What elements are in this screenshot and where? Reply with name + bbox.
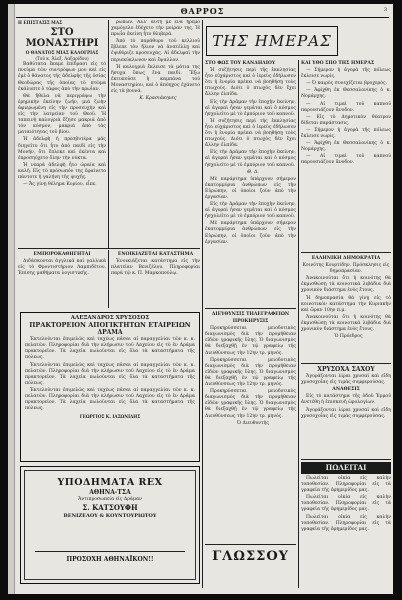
classified-ad-rent bbox=[111, 251, 200, 307]
article-paragraph: Ἡ ἀδελφὴ ἡ πρεσβυτέρα μᾶς διηγεῖτο ὅτι ἦτο ἀπὸ παιδὶ εἰς τὴν Μονήν, ὅτι ἔπλεκε καὶ ἐκέντα καὶ ἐπροσηύχετο ὅλην τὴν νύκτα. bbox=[18, 137, 106, 161]
column-rule bbox=[298, 60, 299, 588]
sale-ad bbox=[301, 462, 391, 586]
article-paragraph: Ἡ καλογριὰ ἔκλεισε τὰ μάτια της ἥσυχα ὅπως ἕνα παιδί. Ἔξω ἐκτυποῦσε ἡ καμπάνα τοῦ Μοναστηρίου, καὶ ὁ ἀπόηχος ἐχάνετο εἰς τὰ βουνά. bbox=[111, 64, 200, 95]
article-paragraph: — Ἄς γίνῃ θέλημα Κυρίου, εἶπε. bbox=[23, 182, 97, 188]
article-paragraph: Βαθύτατα ἔκαμε ἐπίδρασι εἰς τὸ πνεῦμα τῶν συντρόφων μου καὶ εἰς ἐμὲ ὁ θάνατος τῆς ἀδελφῆς τῆς ὁσίας Θεοδώρας τῆς ὁποίας τὸ πτῶμα ἐκάλυπτε ὁ τάφος ἀπὸ τὴν πρωΐαν. bbox=[18, 62, 106, 92]
newspaper-page bbox=[8, 4, 393, 594]
lottery-agency-ad bbox=[20, 312, 200, 462]
article-paragraph: Ἡ νεαρὰ ἀδελφὴ ἦτο ὡραία καὶ καλή. Εἰς τὸ πρόσωπόν της ἐφαίνετο πάντοτε ἡ γαλήνη τῆς ψυχῆς. bbox=[18, 162, 106, 180]
rex-shoes-ad bbox=[20, 466, 200, 584]
masthead bbox=[16, 6, 389, 18]
ad-text: Ἀγοράζονται λίραι χρυσαῖ καὶ εἴδη χρυσοχοΐας εἰς τιμὰς συμφερούσας. bbox=[301, 374, 391, 386]
article-paragraph: Εἰς τὴν Δρᾶμαν τὴν ἐποχὴν ἐκείνην, αἱ ἀγοραὶ ἦσαν γεμᾶται καὶ ὁ κόσμος ἠσχολεῖτο μὲ τὸ ἐμπόριον τοῦ καπνοῦ. bbox=[205, 150, 296, 168]
notice-title: ΕΛΛΗΝΙΚΗ ΔΗΜΟΚΡΑΤΙΑ bbox=[311, 256, 381, 261]
article-column-3 bbox=[205, 60, 296, 305]
ad-text: Πωλεῖται οἰκία εἰς καλὴν τοποθεσίαν. Πληροφορίαι εἰς τὰ γραφεῖα τῆς ἐφημερίδος μας. bbox=[301, 476, 391, 494]
article-paragraph: Μὲ παράρτημα ὑπάρχουν σήμερον ἐκατομμύρια ἀνθρώπων εἰς τὴν Εὐρώπην, οἱ ὁποῖοι ζοῦν ἀπὸ τὴν ἐργασίαν. bbox=[205, 176, 296, 200]
article-subhead: Ο ΘΑΝΑΤΟΣ ΜΙΑΣ ΚΑΛΟΓΡΙΑΣ bbox=[25, 50, 99, 56]
news-item: — Σήμερον ἡ ἀγορὰ τῆς πόλεως ἔκλεισε νωρίς. bbox=[301, 127, 391, 140]
notice-title: ΔΙΕΥΘΥΝΣΙΣ ΤΗΛΕΓΡΑΦΕΙΩΝ bbox=[211, 312, 290, 317]
notice-text: Ἡ δημοπρασία θὰ γίνῃ εἰς τὸ κοινοτικὸν κατάστημα τὴν Κυριακὴν καὶ ὥραν 10ην π.μ. bbox=[301, 295, 391, 313]
section-divider bbox=[205, 308, 296, 309]
ad-text: Ἀγοράζονται λίραι χρυσαῖ καὶ εἴδη χρυσοχοΐας εἰς τιμὰς συμφερούσας. bbox=[301, 407, 391, 419]
section-divider bbox=[205, 544, 296, 545]
article-paragraph: Θὰ ἤθελα νὰ περιγράψω τὴν ἐρημικὴν ἐκείνην ζωήν, μιὰ ζωὴν ἀφιερωμένη εἰς τὴν προσευχὴν καὶ εἰς τὴν λατρείαν τοῦ Θεοῦ. Ἡ ταπεινὴ καλογριὰ ἔζησε μακριὰ ἀπὸ τὸν κόσμον, μακριὰ ἀπὸ τὰς ματαιότητας τοῦ βίου. bbox=[18, 93, 106, 136]
jewelry-ad bbox=[301, 366, 391, 456]
article-paragraph: Μὲ παράρτημα ὑπάρχουν σήμερον ἐκατομμύρια ἀνθρώπων εἰς τὴν Εὐρώπην, οἱ ὁποῖοι ζοῦν ἀπὸ τὴν ἐργασίαν. bbox=[205, 221, 296, 245]
article-column-1 bbox=[18, 20, 106, 246]
notice-text: Προκηρύσσεται μειοδοτικὸς διαγωνισμὸς διὰ τὴν προμήθειαν εἰδῶν γραφικῆς ὕλης. Ὁ διαγωνισμὸς θὰ διεξαχθῇ ἐν τῷ γραφείῳ τῆς Διευθύνσεως τὴν 12ην τρ. μηνός. bbox=[205, 389, 296, 419]
article-paragraph: Ἡ συζήτησις περὶ τῆς ἐκκλησίας ἦτο εὐχάριστος καὶ ὁ ἱερεὺς ἐδήλωσεν ὅτι ἡ ἐνορία πρέπει νὰ βοηθήσῃ τοὺς πτωχούς. Διότι ὁ πτωχὸς δὲν ἔχει ἄλλην ἐλπίδα. bbox=[205, 118, 296, 149]
article-kicker: Η ΕΠΙΣΤΑΣΙΣ ΜΑΣ bbox=[18, 20, 63, 25]
article-signature: Κ. Κρασιάκηνες bbox=[139, 96, 177, 102]
notice-text: Ἀνακοινοῦται ὅτι ἡ κοινότης θὰ ἐκμισθώσῃ τὰ κοινοτικὰ λιβάδια διὰ χρονικὸν διάστημα ἑνὸς ἔτους. bbox=[301, 314, 391, 333]
ad-title: ΕΝΟΙΚΙΑΖΕΤΑΙ ΚΑΤΑΣΤΗΜΑ bbox=[117, 252, 194, 257]
ad-text: Εἰς τὸ κατάστημα τῆς ὁδοῦ Ἑρμοῦ ἀνετέθη ἡ ἐπισκευὴ ὡρολογίων. bbox=[301, 394, 391, 406]
notice-subtitle: Κοινότης Κουρτίδην. Πρόσκλησις εἰς δημοπρασίαν. bbox=[302, 263, 390, 275]
notice-subtitle: ΠΡΟΚΗΡΥΞΙΣ bbox=[232, 319, 269, 325]
page-number: 3 bbox=[383, 7, 387, 13]
masthead-title: ΘΑΡΡΟΣ bbox=[180, 6, 225, 16]
sale-ad-banner bbox=[301, 462, 391, 474]
lottery-text: Ἐκτελοῦνται ἐπιμελῶς καὶ ταχέως πᾶσαι αἱ παραγγελίαι τῶν κ. κ. πελατῶν. Πληροφορίαι διὰ τὴν κλήρωσιν τοῦ Λαχείου εἰς τὸ ἐν Δράμα πρακτορεῖον. Τὰ λαχεῖα πωλοῦνται εἰς ὅλα τὰ καταστήματα τῆς πόλεως. bbox=[25, 337, 195, 361]
news-item: — Ὁ καιρὸς συνεχίζεται βροχερός. bbox=[306, 81, 387, 87]
news-item: — Αἱ τιμαὶ τοῦ καπνοῦ παρουσιάζουν ἄνοδον. bbox=[301, 101, 391, 113]
article-paragraph: Ἀπὸ τὸ παράθυρο τοῦ κελλιοῦ ἔβλεπε τὸν ἥλιον νὰ ἀνατέλλῃ καὶ ἐψιθύριζε προσευχάς. Αἱ ἀδελφαὶ τὴν περιεκύκλωνον καὶ ἔψαλλον. bbox=[111, 39, 200, 63]
ad-text: Ἐνοικιάζεται κατάστημα εἰς τὴν πλατεῖαν Βενιζέλου. Πληροφορίαι παρὰ τῷ κ. Π. Μαρκοπούλῳ. bbox=[111, 259, 200, 277]
rex-name: Σ. ΚΑΤΣΟΥΦΗ bbox=[82, 503, 138, 512]
column-rule bbox=[202, 20, 203, 588]
news-item: — Σήμερον ἡ ἀγορὰ τῆς πόλεως ἔκλεισε νωρίς. bbox=[301, 68, 391, 80]
section-divider bbox=[18, 248, 200, 249]
rex-title: ΥΠΟΔΗΜΑΤΑ REX bbox=[57, 477, 163, 488]
article-column-2 bbox=[111, 20, 200, 246]
article-paragraph: Εἰς τὴν Δρᾶμαν τὴν ἐποχὴν ἐκείνην, αἱ ἀγοραὶ ἦσαν γεμᾶται καὶ ὁ κόσμος ἠσχολεῖτο μὲ τὸ ἐμπόριον τοῦ καπνοῦ. bbox=[205, 202, 296, 220]
article-headline: ΣΤΟ ΜΟΝΑΣΤΗΡΙ bbox=[25, 27, 99, 50]
ad-text: Διδάσκονται ἀγγλικά καὶ γαλλικά εἰς τὸ Φροντιστήριον Λαμπιδέτου. Ἐπίσης μαθήματα λογιστικῆς. bbox=[18, 259, 106, 277]
news-item: — Αἱ τιμαὶ τοῦ καπνοῦ παρουσιάζουν ἄνοδον. bbox=[301, 154, 391, 166]
lottery-kicker: ΑΛΕΞΑΝΔΡΟΣ ΧΡΥΣΟΣΟΣ bbox=[70, 315, 150, 321]
ad-title: ΧΡΥΣΟΧΑ ΣΑΧΟΥ bbox=[317, 366, 375, 373]
article-paragraph: Εἰς τὴν Δρᾶμαν τὴν ἐποχὴν ἐκείνην, αἱ ἀγοραὶ ἦσαν γεμᾶται καὶ ὁ κόσμος ἠσχολεῖτο μὲ τὸ ἐμπόριον τοῦ καπνοῦ. bbox=[205, 99, 296, 117]
news-item: — Εἰς τὸ Δημοτικὸν θέατρον δίδεται παράστασις. bbox=[301, 114, 391, 126]
ad-title: ΕΜΠΟΡΟΚΑΘΗΓΗΤΑΙ bbox=[33, 252, 91, 257]
notice-text: Προκηρύσσεται μειοδοτικὸς διαγωνισμὸς διὰ τὴν προμήθειαν εἰδῶν γραφικῆς ὕλης. Ὁ διαγωνισμὸς θὰ διεξαχθῇ ἐν τῷ γραφείῳ τῆς Διευθύνσεως τὴν 12ην τρ. μηνός. bbox=[205, 357, 296, 388]
article-paragraph: Ἡ συζήτησις περὶ τῆς ἐκκλησίας ἦτο εὐχάριστος καὶ ὁ ἱερεὺς ἐδήλωσεν ὅτι ἡ ἐνορία πρέπει νὰ βοηθήσῃ τοὺς πτωχούς. Διότι ὁ πτωχὸς δὲν ἔχει ἄλλην ἐλπίδα. bbox=[205, 68, 296, 98]
ad-text: Πωλεῖται οἰκία εἰς καλὴν τοποθεσίαν. Πληροφορίαι εἰς τὰ γραφεῖα τῆς ἐφημερίδος μας. bbox=[301, 514, 391, 532]
rex-city: ΑΘΗΝΑ-ΤΣΑ bbox=[89, 489, 131, 496]
lottery-title: ΠΡΑΚΤΟΡΕΙΟΝ ΑΠΟΓΙΚΤΗΤΩΝ ΕΤΑΙΡΕΙΩΝ bbox=[29, 321, 191, 330]
rex-address: ΒΕΝΙΖΕΛΟΥ & ΚΟΥΝΤΟΥΡΙΩΤΟΥ bbox=[63, 513, 157, 519]
lottery-ad-body bbox=[25, 315, 195, 457]
column-rule bbox=[108, 250, 109, 308]
notice-text: Ἀνακοινοῦται ὅτι ἡ κοινότης θὰ ἐκμισθώσῃ τὰ κοινοτικὰ λιβάδια διὰ χρονικὸν διάστημα ἑνὸς ἔτους. bbox=[301, 276, 391, 294]
article-dateline: (Τοῦ κ. Ἀλεξ. Λαζαρίδου) bbox=[35, 56, 89, 62]
ad-title: ΠΩΛΕΙΤΑΙ bbox=[325, 463, 367, 472]
section-divider bbox=[301, 459, 391, 460]
article-paragraph: ρώπων. Ἀλλ' αὐτὴ μὲ ἕνα ἥρεμο χαμόγελο ἐδέχετο τὴν μοίραν της. Ἡ πρωΐα ἐκείνη ἦτο θλιβερά. bbox=[111, 20, 200, 38]
official-notice bbox=[205, 311, 296, 541]
rex-divider bbox=[35, 551, 185, 552]
lottery-text: Ἐκτελοῦνται ἐπιμελῶς καὶ ταχέως πᾶσαι αἱ παραγγελίαι τῶν κ. κ. πελατῶν. Πληροφορίαι διὰ τὴν κλήρωσιν τοῦ Λαχείου εἰς τὸ ἐν Δράμα πρακτορεῖον. Τὰ λαχεῖα πωλοῦνται εἰς ὅλα τὰ καταστήματα τῆς πόλεως. bbox=[25, 387, 195, 412]
notice-text: Προκηρύσσεται μειοδοτικὸς διαγωνισμὸς διὰ τὴν προμήθειαν εἰδῶν γραφικῆς ὕλης. Ὁ διαγωνισμὸς θὰ διεξαχθῇ ἐν τῷ γραφείῳ τῆς Διευθύνσεως τὴν 12ην τρ. μηνός. bbox=[205, 326, 296, 356]
section-title: ΤΗΣ ΗΜΕΡΑΣ bbox=[206, 26, 338, 56]
rex-inner-frame bbox=[24, 470, 196, 580]
news-item: — Ἀφίχθη ἐκ Θεσσαλονίκης ὁ κ. Νομάρχης. bbox=[301, 141, 391, 153]
ad-text: Πωλεῖται οἰκία εἰς καλὴν τοποθεσίαν. Πληροφορίαι εἰς τὰ γραφεῖα τῆς ἐφημερίδος μας. bbox=[301, 495, 391, 513]
glossou-ad: ΓΛΩΣΣΟΥ bbox=[212, 549, 289, 564]
news-item: — Ἀφίχθη ἐκ Θεσσαλονίκης ὁ κ. Νομάρχης. bbox=[301, 88, 391, 100]
ad-subtitle: ΑΝΑΘΕΣΙΣ bbox=[332, 387, 360, 393]
lottery-city: ΔΡΑΜΑ bbox=[97, 329, 123, 337]
community-notice bbox=[301, 255, 391, 360]
section-subhead: ΚΑΙ ΥΘΟ ΣΠΟ ΤΗΣ ΗΜΕΡΑΣ bbox=[301, 61, 375, 66]
rex-text: Ἀντιπροσωπεία εἰς Δράμαν bbox=[78, 497, 142, 502]
section-subhead: ΣΤΟ ΦΩΣ ΤΟΥ ΚΑΝΔΗΛΙΟΥ bbox=[205, 61, 276, 66]
rex-footer: ΠΡΟΣΟΧΗ ΑΘΗΝΑΪΚΟΝ!! bbox=[66, 556, 154, 563]
notice-signature: Ὁ Πρόεδρος bbox=[334, 334, 363, 340]
column-rule bbox=[108, 20, 109, 248]
article-column-4 bbox=[301, 60, 391, 250]
section-divider bbox=[301, 363, 391, 364]
article-signature: Θ. Δ. bbox=[247, 169, 259, 175]
classified-ad-teachers bbox=[18, 251, 106, 307]
notice-signature: Ὁ Διευθυντὴς bbox=[237, 420, 269, 426]
section-divider bbox=[301, 252, 391, 253]
binding-strip bbox=[8, 4, 15, 594]
lottery-signature: ΓΕΩΡΓΙΟΣ Κ. ΙΑΣΩΝΙΔΗΣ bbox=[79, 414, 141, 420]
lottery-text: Ἐκτελοῦνται ἐπιμελῶς καὶ ταχέως πᾶσαι αἱ παραγγελίαι τῶν κ. κ. πελατῶν. Πληροφορίαι διὰ τὴν κλήρωσιν τοῦ Λαχείου εἰς τὸ ἐν Δράμα πρακτορεῖον. Τὰ λαχεῖα πωλοῦνται εἰς ὅλα τὰ καταστήματα τῆς πόλεως. bbox=[25, 362, 195, 386]
